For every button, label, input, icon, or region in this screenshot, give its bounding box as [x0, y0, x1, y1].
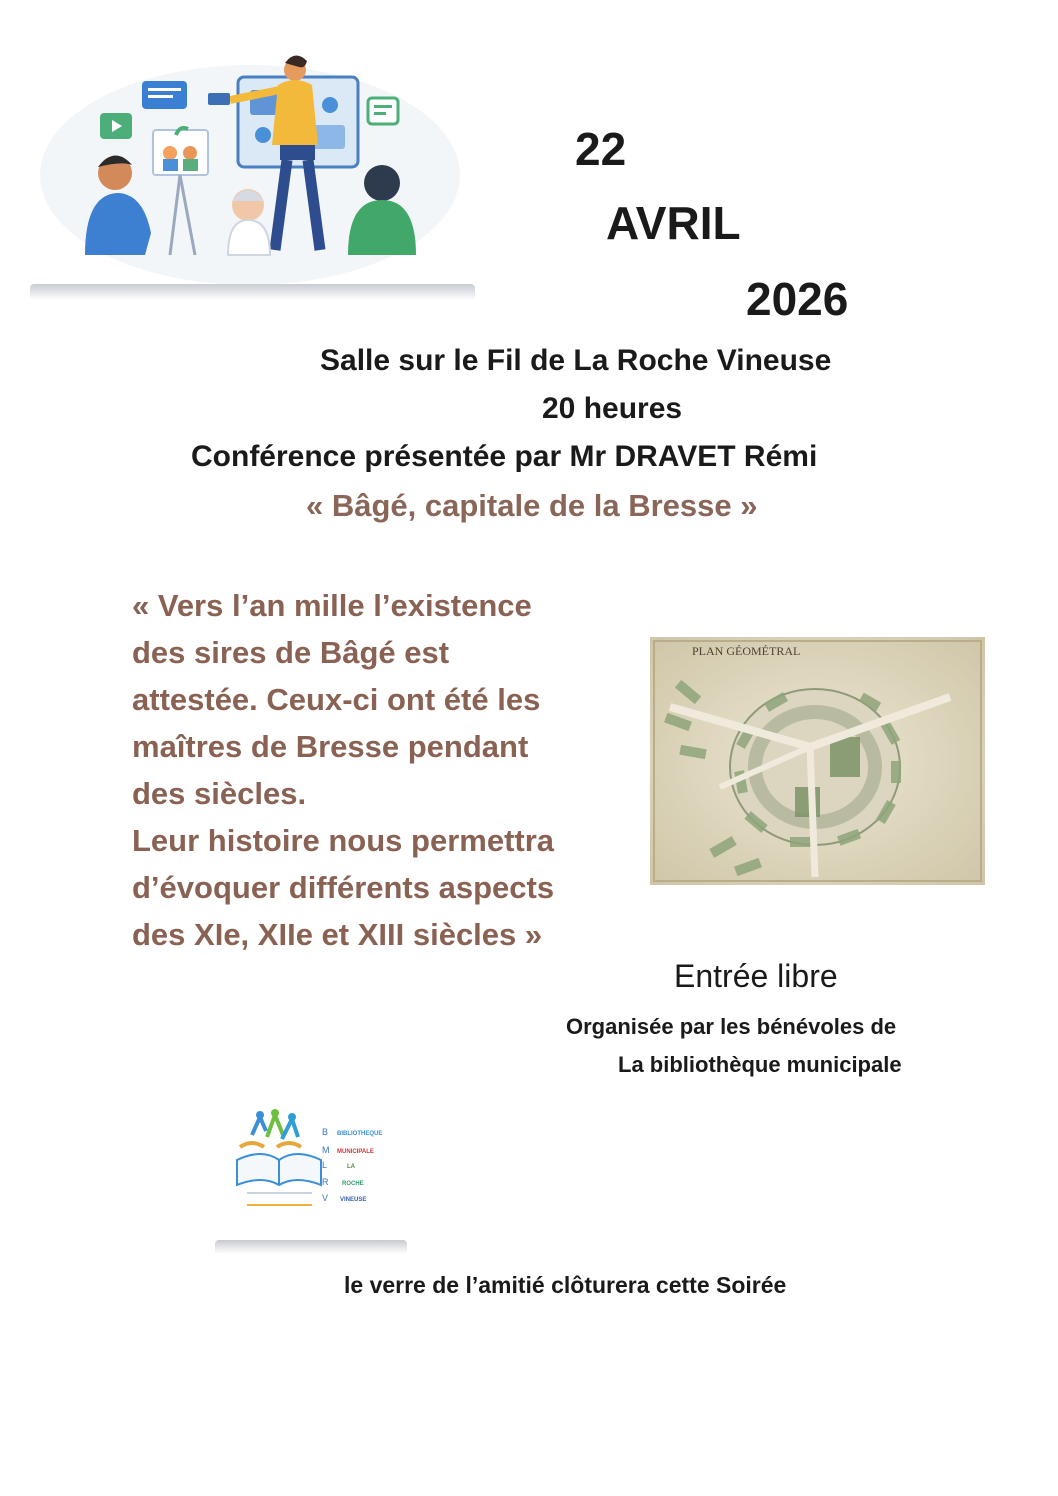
- logo-word: VINEUSE: [340, 1197, 367, 1203]
- logo-shadow: [215, 1240, 407, 1254]
- quote-line: des sires de Bâgé est: [132, 635, 450, 670]
- date-month: AVRIL: [606, 197, 741, 249]
- quote-block: [132, 582, 622, 958]
- event-venue: Salle sur le Fil de La Roche Vineuse: [320, 344, 832, 377]
- quote-line: d’évoquer différents aspects: [132, 870, 555, 905]
- library-logo: [222, 1105, 407, 1230]
- logo-letter: M: [322, 1145, 330, 1155]
- illustration-shadow: [30, 284, 475, 300]
- event-time: 20 heures: [542, 392, 683, 425]
- quote-line: des siècles.: [132, 776, 307, 811]
- logo-letter: B: [322, 1127, 329, 1137]
- closing-text: le verre de l’amitié clôturera cette Soirée: [344, 1272, 787, 1298]
- map-caption: PLAN GÉOMÉTRAL: [692, 644, 801, 658]
- logo-word: LA: [347, 1164, 355, 1170]
- quote-line: attestée. Ceux-ci ont été les: [132, 682, 541, 717]
- logo-word: MUNICIPALE: [337, 1149, 374, 1155]
- quote-line: des XIe, XIIe et XIII siècles »: [132, 917, 543, 952]
- logo-letter: V: [322, 1193, 329, 1203]
- organizer-line-1: Organisée par les bénévoles de: [566, 1014, 897, 1039]
- presentation-illustration: [30, 55, 475, 305]
- quote-line: maîtres de Bresse pendant: [132, 729, 529, 764]
- quote-line: « Vers l’an mille l’existence: [132, 588, 532, 623]
- event-speaker: Conférence présentée par Mr DRAVET Rémi: [191, 440, 818, 473]
- date-day: 22: [575, 123, 627, 175]
- event-topic: « Bâgé, capitale de la Bresse »: [306, 488, 758, 523]
- logo-letter: L: [322, 1160, 328, 1170]
- logo-letter: R: [322, 1177, 329, 1187]
- organizer-line-2: La bibliothèque municipale: [618, 1052, 902, 1077]
- logo-word: ROCHE: [342, 1181, 364, 1187]
- quote-line: Leur histoire nous permettra: [132, 823, 555, 858]
- logo-word: BIBLIOTHEQUE: [337, 1131, 383, 1137]
- entry-free-text: Entrée libre: [674, 958, 838, 994]
- date-year: 2026: [746, 273, 849, 325]
- historical-map-image: [650, 637, 985, 885]
